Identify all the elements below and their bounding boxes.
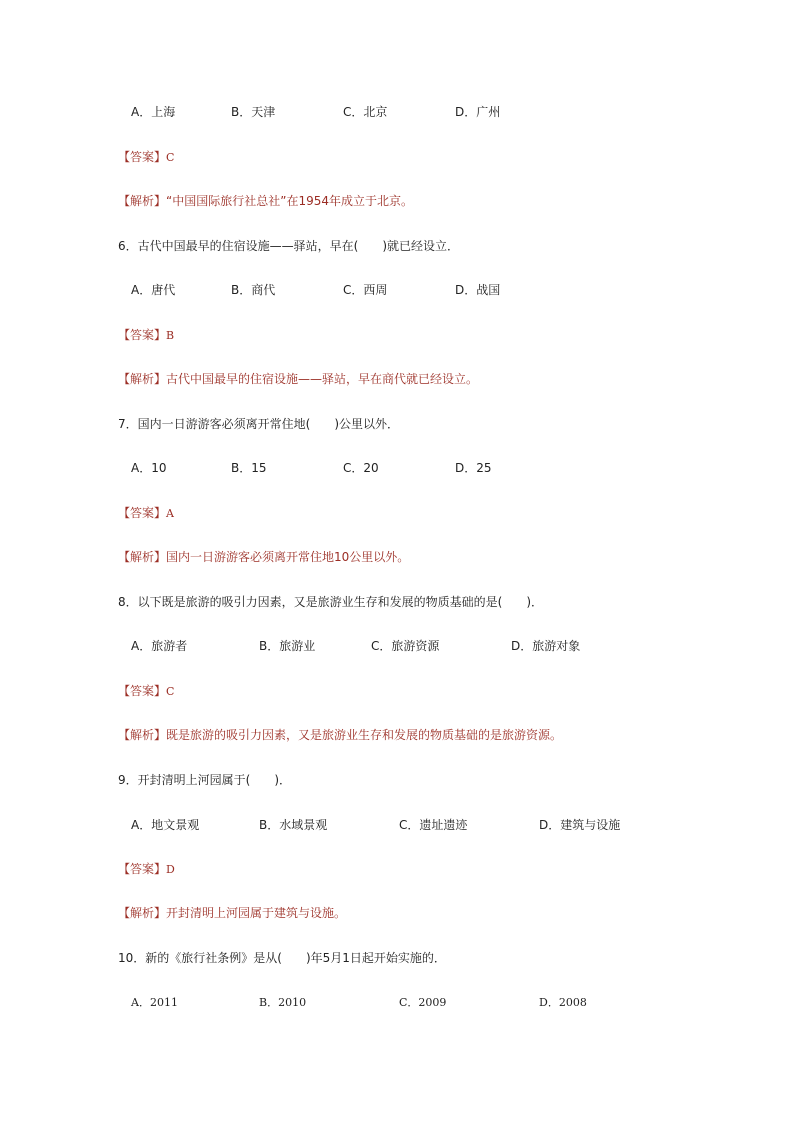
answer-tag: 【答案】	[118, 684, 167, 698]
q7-option-d: D．25	[455, 461, 492, 475]
q6-question: 6．古代中国最早的住宿设施——驿站，早在( )就已经设立．	[118, 239, 460, 253]
analysis-text: “中国国际旅行社总社”在1954年成立于北京。	[166, 194, 413, 208]
answer-value: C	[166, 685, 175, 698]
analysis-tag: 【解析】	[118, 194, 167, 208]
q8-option-c: C．旅游资源	[371, 639, 440, 653]
q5-option-c: C．北京	[343, 105, 388, 119]
q5-options	[131, 104, 731, 120]
q8-option-d: D．旅游对象	[511, 639, 581, 653]
q5-analysis	[118, 193, 413, 209]
q7-analysis	[118, 549, 409, 565]
q6-options	[131, 282, 731, 298]
analysis-text: 古代中国最早的住宿设施——驿站，早在商代就已经设立。	[166, 372, 479, 386]
q7-option-b: B．15	[231, 461, 267, 475]
q9-question: 9．开封清明上河园属于( )．	[118, 773, 291, 787]
q10-option-d: D．2008	[539, 996, 587, 1009]
analysis-text: 国内一日游游客必须离开常住地10公里以外。	[166, 550, 410, 564]
q6-option-a: A．唐代	[131, 283, 176, 297]
q9-option-c: C．遗址遗迹	[399, 818, 468, 832]
q5-option-a: A．上海	[131, 105, 176, 119]
q9-answer	[118, 861, 175, 878]
q9-option-b: B．水域景观	[259, 818, 328, 832]
q7-option-a: A．10	[131, 461, 167, 475]
answer-value: A	[166, 507, 174, 520]
answer-tag: 【答案】	[118, 328, 167, 342]
q7-option-c: C．20	[343, 461, 379, 475]
q8-option-a: A．旅游者	[131, 639, 188, 653]
q8-options	[131, 638, 731, 654]
q7-options	[131, 460, 731, 476]
q5-option-d: D．广州	[455, 105, 501, 119]
q10-question: 10．新的《旅行社条例》是从( )年5月1日起开始实施的．	[118, 951, 446, 965]
q5-option-b: B．天津	[231, 105, 276, 119]
q7-question: 7．国内一日游游客必须离开常住地( )公里以外．	[118, 417, 400, 431]
answer-tag: 【答案】	[118, 862, 167, 876]
answer-value: C	[166, 151, 175, 164]
answer-tag: 【答案】	[118, 506, 167, 520]
answer-tag: 【答案】	[118, 150, 167, 164]
q10-option-b: B．2010	[259, 996, 307, 1009]
q5-answer	[118, 149, 174, 166]
analysis-tag: 【解析】	[118, 906, 167, 920]
analysis-tag: 【解析】	[118, 728, 167, 742]
analysis-text: 既是旅游的吸引力因素，又是旅游业生存和发展的物质基础的是旅游资源。	[166, 728, 563, 742]
analysis-tag: 【解析】	[118, 550, 167, 564]
q7-answer	[118, 505, 174, 522]
q9-option-d: D．建筑与设施	[539, 818, 621, 832]
q6-option-b: B．商代	[231, 283, 276, 297]
analysis-tag: 【解析】	[118, 372, 167, 386]
q10-options	[131, 995, 731, 1011]
q6-analysis	[118, 371, 478, 387]
analysis-text: 开封清明上河园属于建筑与设施。	[166, 906, 347, 920]
q10-option-c: C．2009	[399, 996, 447, 1009]
q6-option-d: D．战国	[455, 283, 501, 297]
q6-answer	[118, 327, 174, 344]
q9-options	[131, 817, 731, 833]
q9-analysis	[118, 905, 346, 921]
q8-analysis	[118, 727, 562, 743]
q9-option-a: A．地文景观	[131, 818, 200, 832]
answer-value: B	[166, 329, 175, 342]
q8-answer	[118, 683, 174, 700]
q10-option-a: A．2011	[131, 996, 178, 1009]
q8-question: 8．以下既是旅游的吸引力因素，又是旅游业生存和发展的物质基础的是( )．	[118, 595, 544, 609]
q6-option-c: C．西周	[343, 283, 388, 297]
answer-value: D	[166, 863, 175, 876]
q8-option-b: B．旅游业	[259, 639, 316, 653]
